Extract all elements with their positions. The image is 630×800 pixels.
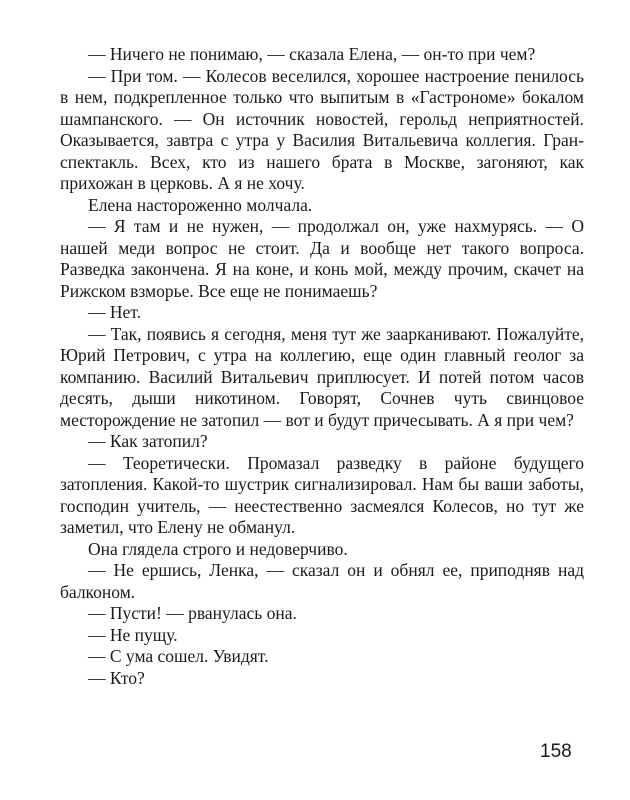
paragraph: — Я там и не нужен, — продолжал он, уже нахмурясь. — О нашей меди вопрос не стоит. Да и вообще нет такого вопроса. Разведка закончена. Я на коне, и конь мой, между прочим, скачет на Рижском взморье. Все еще не понимаешь? (60, 216, 584, 301)
paragraph: — Пусти! — рванулась она. (88, 603, 297, 623)
paragraph: Она глядела строго и недоверчиво. (88, 538, 348, 559)
paragraph: — При том. — Колесов веселился, хорошее настроение пенилось в нем, подкрепленное только что выпитым в «Гастрономе» бокалом шампанского. — Он источник новостей, герольд неприятностей. Оказывается, завтра с утра у Василия Витальевича коллегия. Гран-спектакль. Всех, кто из нашего брата в Москве, загоняют, как прихожан в церковь. А я не хочу. (60, 65, 584, 193)
paragraph: — С ума сошел. Увидят. (88, 646, 269, 666)
paragraph: — Кто? (88, 667, 145, 688)
paragraph: — Как затопил? (88, 431, 208, 451)
paragraph: — Нет. (88, 302, 141, 322)
paragraph: — Не пущу. (88, 624, 178, 645)
page-number: 158 (540, 741, 572, 762)
paragraph: — Так, появись я сегодня, меня тут же заарканивают. Пожалуйте, Юрий Петрович, с утра на коллегию, еще один главный геолог за компанию. Василий Витальевич приплюсует. И потей потом часов десять, дыши никотином. Говорят, Сочнев чуть свинцовое месторождение не затопил — вот и будут причесывать. А я при чем? (60, 323, 584, 430)
paragraph: Елена настороженно молчала. (88, 194, 313, 215)
body-text (60, 44, 584, 689)
paragraph: — Теоретически. Промазал разведку в районе будущего затопления. Какой-то шустрик сигнализировал. Нам бы ваши заботы, господин учитель, — неестественно засмеялся Колесов, но тут же заметил, что Елену не обманул. (60, 452, 584, 537)
paragraph: — Ничего не понимаю, — сказала Елена, — он-то при чем? (88, 44, 536, 64)
paragraph: — Не ершись, Ленка, — сказал он и обнял ее, приподняв над балконом. (60, 560, 584, 602)
